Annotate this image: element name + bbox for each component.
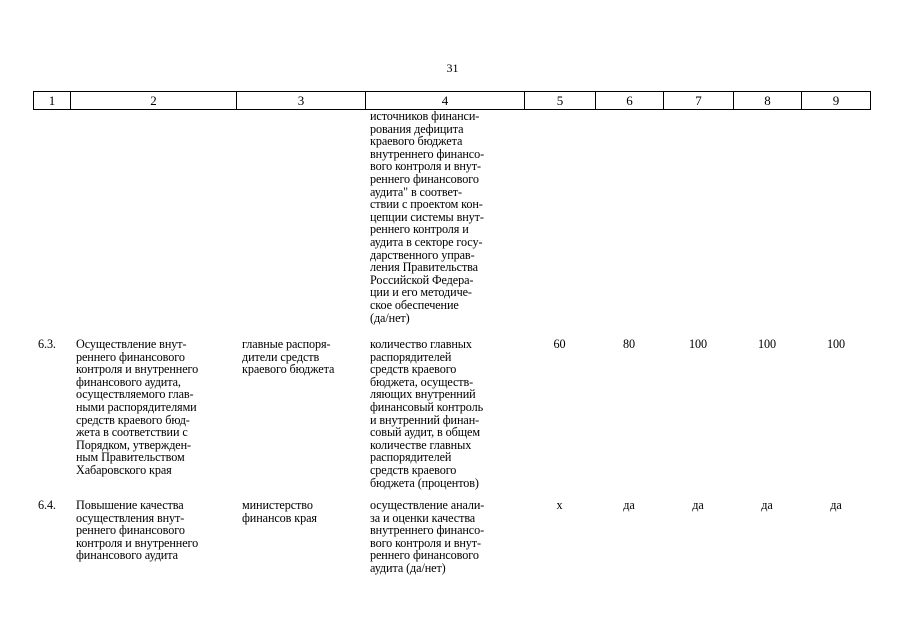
row-6-3-value-col7: 100: [689, 337, 707, 351]
page-number: 31: [446, 61, 459, 75]
header-cell-8: 8: [734, 92, 802, 109]
row-6-4-indicator: осуществление анали- за и оценки качества внутреннего финансо- вого контроля и внут- реннего финансового аудита (да/нет): [370, 498, 485, 575]
row-6-4-value-col5: х: [556, 498, 563, 512]
row-6-3-indicator: количество главных распорядителей средств краевого бюджета, осуществ- ляющих внутренний финансовый контроль и внутренний финан- совый аудит, в общем количестве главных распорядителей средств краевого бюджета (процентов): [370, 337, 484, 490]
row-6-3-activity: Осуществление внут- реннего финансового контроля и внутреннего финансового аудита, осуществляемого глав- ными распорядителями средств краевого бюд- жета в соответствии с Порядком, утвержден- ным Правительством Хабаровского края: [76, 337, 199, 477]
header-cell-7: 7: [664, 92, 734, 109]
header-cell-5: 5: [525, 92, 596, 109]
header-cell-4: 4: [366, 92, 525, 109]
table-header-row: [33, 91, 871, 110]
row-6-4-executor: министерство финансов края: [242, 498, 317, 525]
row-6-4-value-col6: да: [623, 498, 635, 512]
row-6-4-activity: Повышение качества осуществления внут- реннего финансового контроля и внутреннего финансового аудита: [76, 498, 199, 563]
row-6-3-number: 6.3.: [38, 337, 56, 351]
row-6-3-executor: главные распоря- дители средств краевого бюджета: [242, 337, 335, 377]
header-cell-3: 3: [237, 92, 366, 109]
continuation-indicator-text: источников финанси- рования дефицита краевого бюджета внутреннего финансо- вого контроля и внут- реннего финансового аудита" в соответ- ствии с проектом кон- цепции системы внут- реннего контроля и аудита в секторе госу- дарственного управ- ления Правительства Российской Федера- ции и его методиче- ское обеспечение (да/нет): [370, 109, 485, 325]
row-6-4-value-col9: да: [830, 498, 842, 512]
header-cell-2: 2: [71, 92, 237, 109]
row-6-3-value-col5: 60: [553, 337, 566, 351]
row-6-3-value-col8: 100: [758, 337, 776, 351]
row-6-4-value-col7: да: [692, 498, 704, 512]
header-cell-6: 6: [596, 92, 664, 109]
header-cell-9: 9: [832, 93, 840, 108]
row-6-3-value-col6: 80: [623, 337, 635, 351]
row-6-4-value-col8: да: [761, 498, 773, 512]
row-6-4-number: 6.4.: [38, 498, 56, 512]
row-6-3-value-col9: 100: [827, 337, 845, 351]
header-cell-1: 1: [34, 92, 71, 109]
